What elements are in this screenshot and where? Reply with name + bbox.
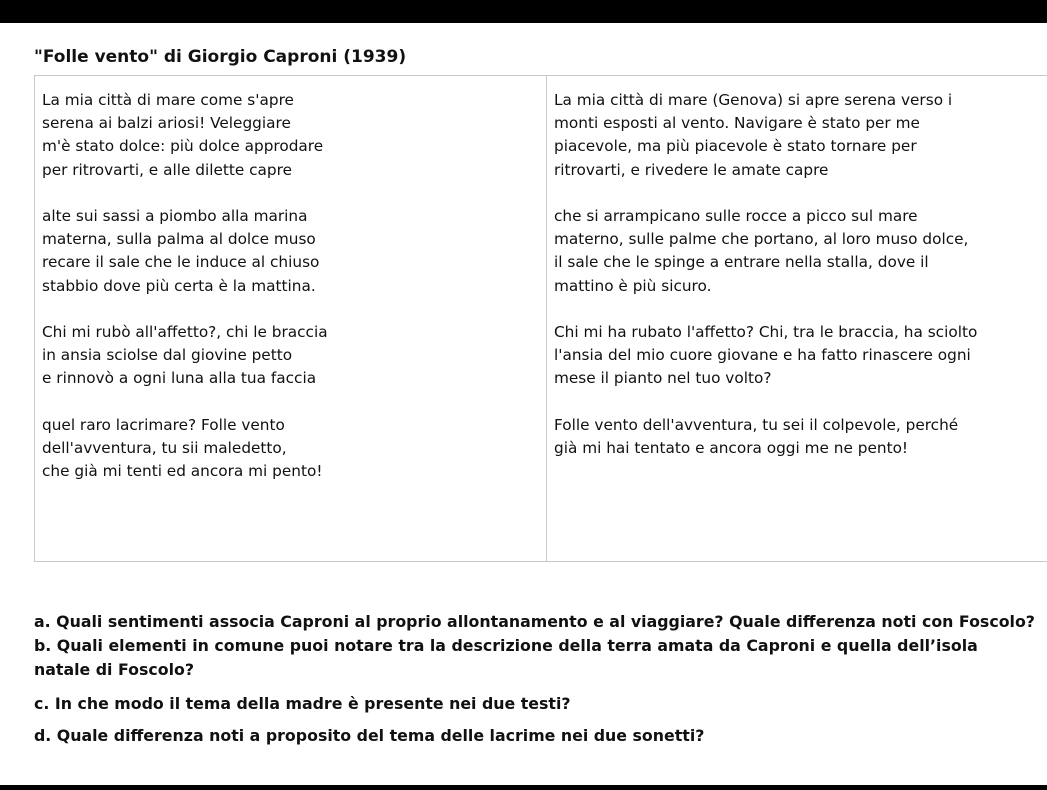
paraphrase-stanza-4: [547, 414, 1047, 460]
paraphrase-line: monti esposti al vento. Navigare è stato per me: [554, 114, 920, 133]
poem-table: [34, 75, 1047, 562]
original-poem-column: [35, 76, 547, 561]
poem-line: m'è stato dolce: più dolce approdare: [42, 137, 324, 156]
poem-line: in ansia sciolse dal giovine petto: [42, 346, 293, 365]
paraphrase-line: che si arrampicano sulle rocce a picco sul mare: [554, 206, 918, 225]
paraphrase-line: Chi mi ha rubato l'affetto? Chi, tra le braccia, ha sciolto: [554, 322, 978, 341]
original-stanza-4: [35, 414, 546, 484]
poem-line: e rinnovò a ogni luna alla tua faccia: [42, 369, 317, 388]
paraphrase-stanza-2: [547, 205, 1047, 298]
paraphrase-line: mattino è più sicuro.: [554, 276, 712, 295]
paraphrase-column: [547, 76, 1047, 561]
question-c: c. In che modo il tema della madre è presente nei due testi?: [34, 694, 571, 713]
original-stanza-1: [35, 89, 546, 182]
paraphrase-line: mese il pianto nel tuo volto?: [554, 369, 772, 388]
poem-line: La mia città di mare come s'apre: [42, 91, 294, 109]
paraphrase-line: La mia città di mare (Genova) si apre serena verso i: [554, 91, 953, 109]
paraphrase-line: già mi hai tentato e ancora oggi me ne pento!: [554, 438, 909, 457]
poem-line: stabbio dove più certa è la mattina.: [42, 276, 316, 295]
paraphrase-stanza-3: [547, 321, 1047, 391]
paraphrase-line: piacevole, ma più piacevole è stato tornare per: [554, 137, 917, 156]
original-stanza-2: [35, 205, 546, 298]
paraphrase-line: ritrovarti, e rivedere le amate capre: [554, 160, 829, 179]
questions-section: [34, 610, 1039, 756]
question-d: d. Quale differenza noti a proposito del tema delle lacrime nei due sonetti?: [34, 726, 705, 745]
paraphrase-stanza-1: [547, 89, 1047, 182]
paraphrase-line: il sale che le spinge a entrare nella stalla, dove il: [554, 253, 929, 272]
poem-line: recare il sale che le induce al chiuso: [42, 253, 320, 272]
paraphrase-line: l'ansia del mio cuore giovane e ha fatto rinascere ogni: [554, 346, 971, 365]
poem-line: quel raro lacrimare? Folle vento: [42, 415, 285, 434]
poem-line: materna, sulla palma al dolce muso: [42, 230, 316, 249]
poem-line: Chi mi rubò all'affetto?, chi le braccia: [42, 322, 328, 341]
poem-line: serena ai balzi ariosi! Veleggiare: [42, 114, 291, 133]
poem-line: dell'avventura, tu sii maledetto,: [42, 438, 287, 457]
poem-line: per ritrovarti, e alle dilette capre: [42, 160, 292, 179]
original-stanza-3: [35, 321, 546, 391]
paraphrase-line: materno, sulle palme che portano, al loro muso dolce,: [554, 230, 969, 249]
poem-line: che già mi tenti ed ancora mi pento!: [42, 462, 323, 480]
paraphrase-line: Folle vento dell'avventura, tu sei il colpevole, perché: [554, 415, 959, 434]
question-ab: a. Quali sentimenti associa Caproni al proprio allontanamento e al viaggiare? Quale differenza noti con Foscolo? b. Quali elementi in comune puoi notare tra la descrizione della terra amata da Caproni e quella dell’isola natale di Foscolo?: [34, 612, 1035, 679]
poem-line: alte sui sassi a piombo alla marina: [42, 206, 308, 225]
document-page: [0, 23, 1047, 785]
page-title: "Folle vento" di Giorgio Caproni (1939): [34, 47, 407, 67]
